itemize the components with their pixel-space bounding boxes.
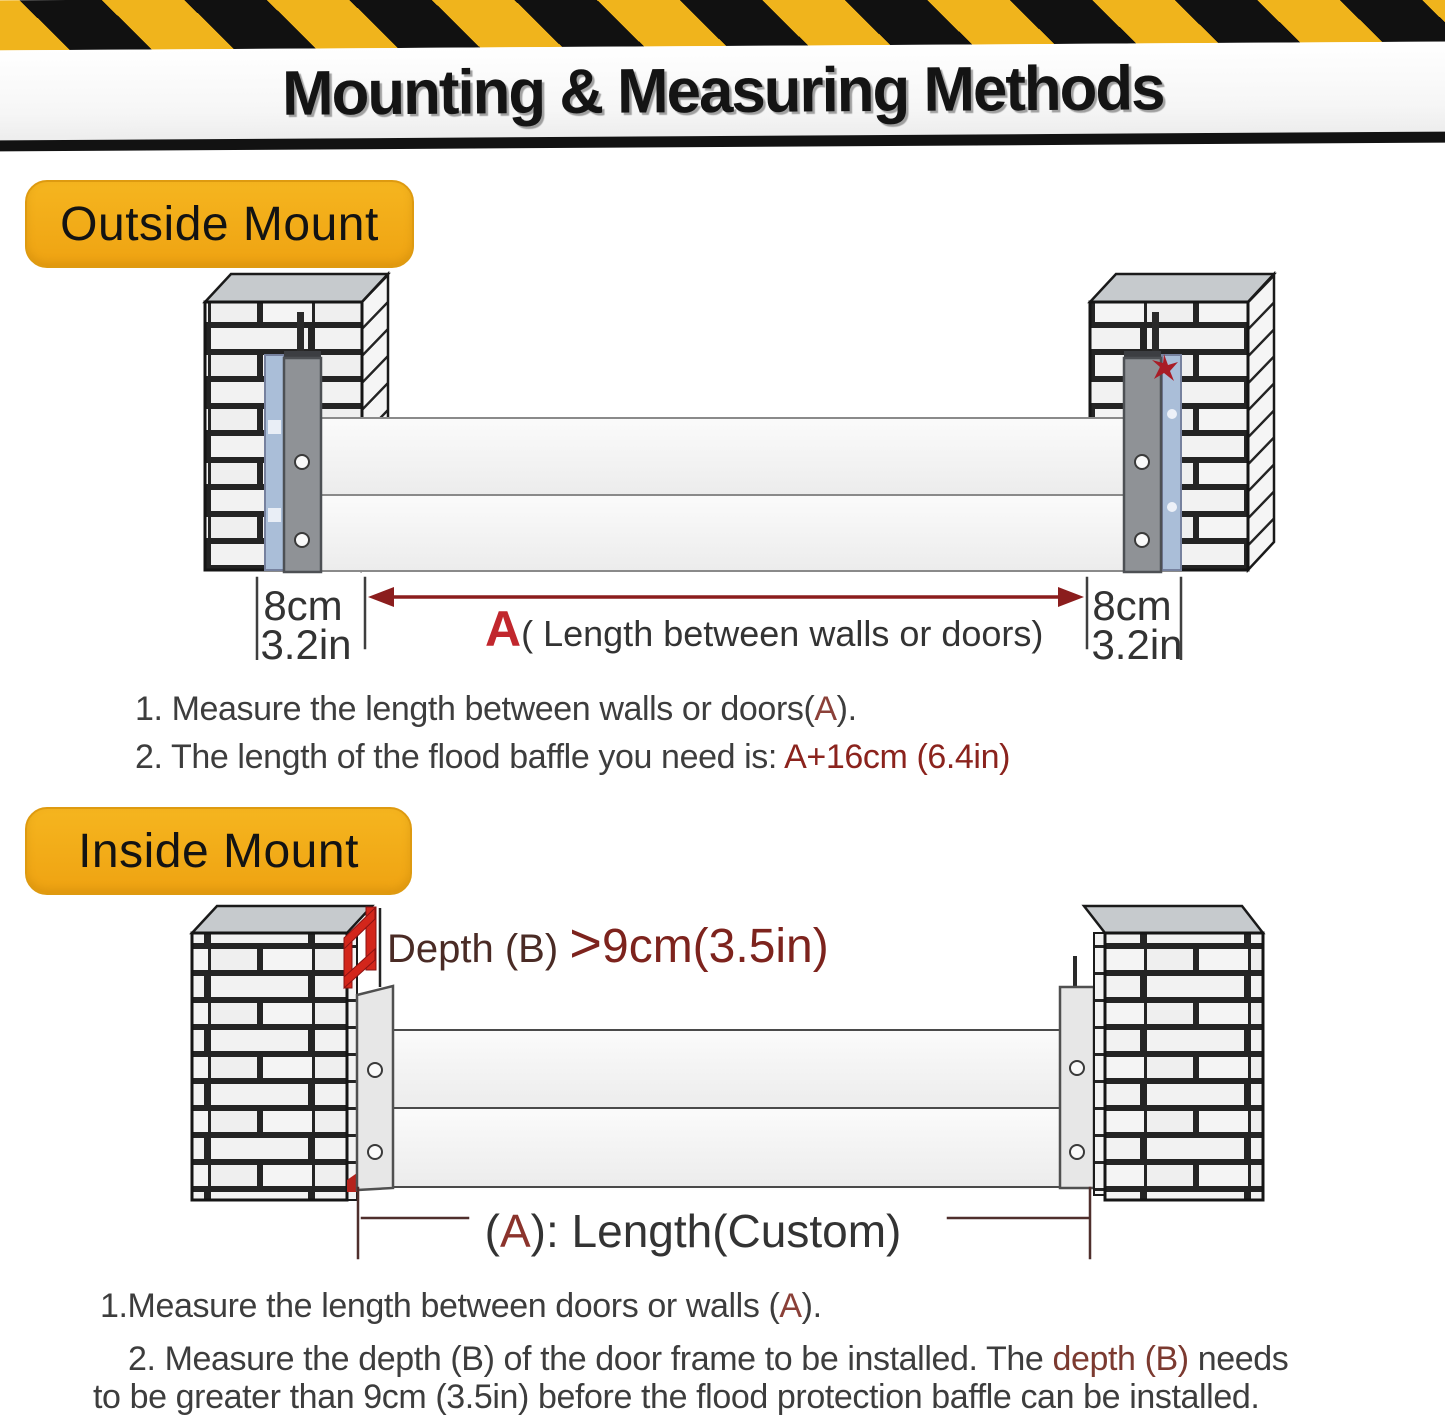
- outside-dimension-group: [257, 578, 1183, 660]
- inside-step-2-line-1: 2. Measure the depth (B) of the door frame to be installed. The depth (B) needs: [128, 1340, 1289, 1378]
- length-custom-caption: (A): Length(Custom): [484, 1205, 902, 1257]
- right-offset-cm: 8cm: [1092, 582, 1172, 629]
- title-band: [0, 42, 1445, 141]
- screw-hole-icon: [368, 1145, 382, 1159]
- outside-step-2: 2. The length of the flood baffle you need is: A+16cm (6.4in): [135, 738, 1011, 776]
- inside-step-1: 1.Measure the length between doors or walls (A).: [100, 1287, 822, 1325]
- right-offset-in: 3.2in: [1091, 621, 1183, 660]
- inside-mount-label: [25, 807, 412, 895]
- inside-dimension-group: [358, 1188, 1090, 1258]
- length-a-caption: A( Length between walls or doors): [485, 601, 1044, 657]
- depth-annotation: Depth (B) >9cm(3.5in): [387, 911, 829, 974]
- screw-hole-icon: [368, 1063, 382, 1077]
- screw-hole-icon: [1070, 1061, 1084, 1075]
- arrowhead-right-icon: [1058, 587, 1084, 607]
- screw-hole-icon: [1135, 533, 1149, 547]
- screw-hole-icon: [1070, 1145, 1084, 1159]
- page-title: Mounting & Measuring Methods: [281, 53, 1164, 129]
- length-a-letter: A: [499, 1205, 531, 1257]
- inside-mount-label-text: Inside Mount: [78, 824, 359, 878]
- left-offset-cm: 8cm: [263, 582, 343, 629]
- inside-step-2-line-2: to be greater than 9cm (3.5in) before the flood protection baffle can be installed.: [93, 1378, 1260, 1416]
- flood-barrier-outside: [320, 418, 1132, 571]
- inside-left-mounting-bracket: [357, 986, 393, 1190]
- screw-hole-icon: [1135, 455, 1149, 469]
- arrowhead-left-icon: [368, 587, 394, 607]
- inside-right-brick-pillar: [1084, 906, 1263, 1200]
- left-offset-in: 3.2in: [260, 621, 352, 660]
- length-a-letter: A: [485, 601, 522, 657]
- outside-mount-label-text: Outside Mount: [60, 197, 379, 251]
- header-banner: [0, 0, 1445, 151]
- screw-hole-icon: [295, 455, 309, 469]
- inside-right-mounting-bracket: [1060, 956, 1094, 1188]
- screw-hole-icon: [295, 533, 309, 547]
- flood-barrier-inside: [393, 1030, 1060, 1187]
- outside-step-1: 1. Measure the length between walls or doors(A).: [135, 690, 857, 728]
- outside-mount-diagram: [0, 255, 1445, 660]
- greater-than-symbol: >: [569, 911, 602, 974]
- inside-mount-diagram: [0, 895, 1445, 1270]
